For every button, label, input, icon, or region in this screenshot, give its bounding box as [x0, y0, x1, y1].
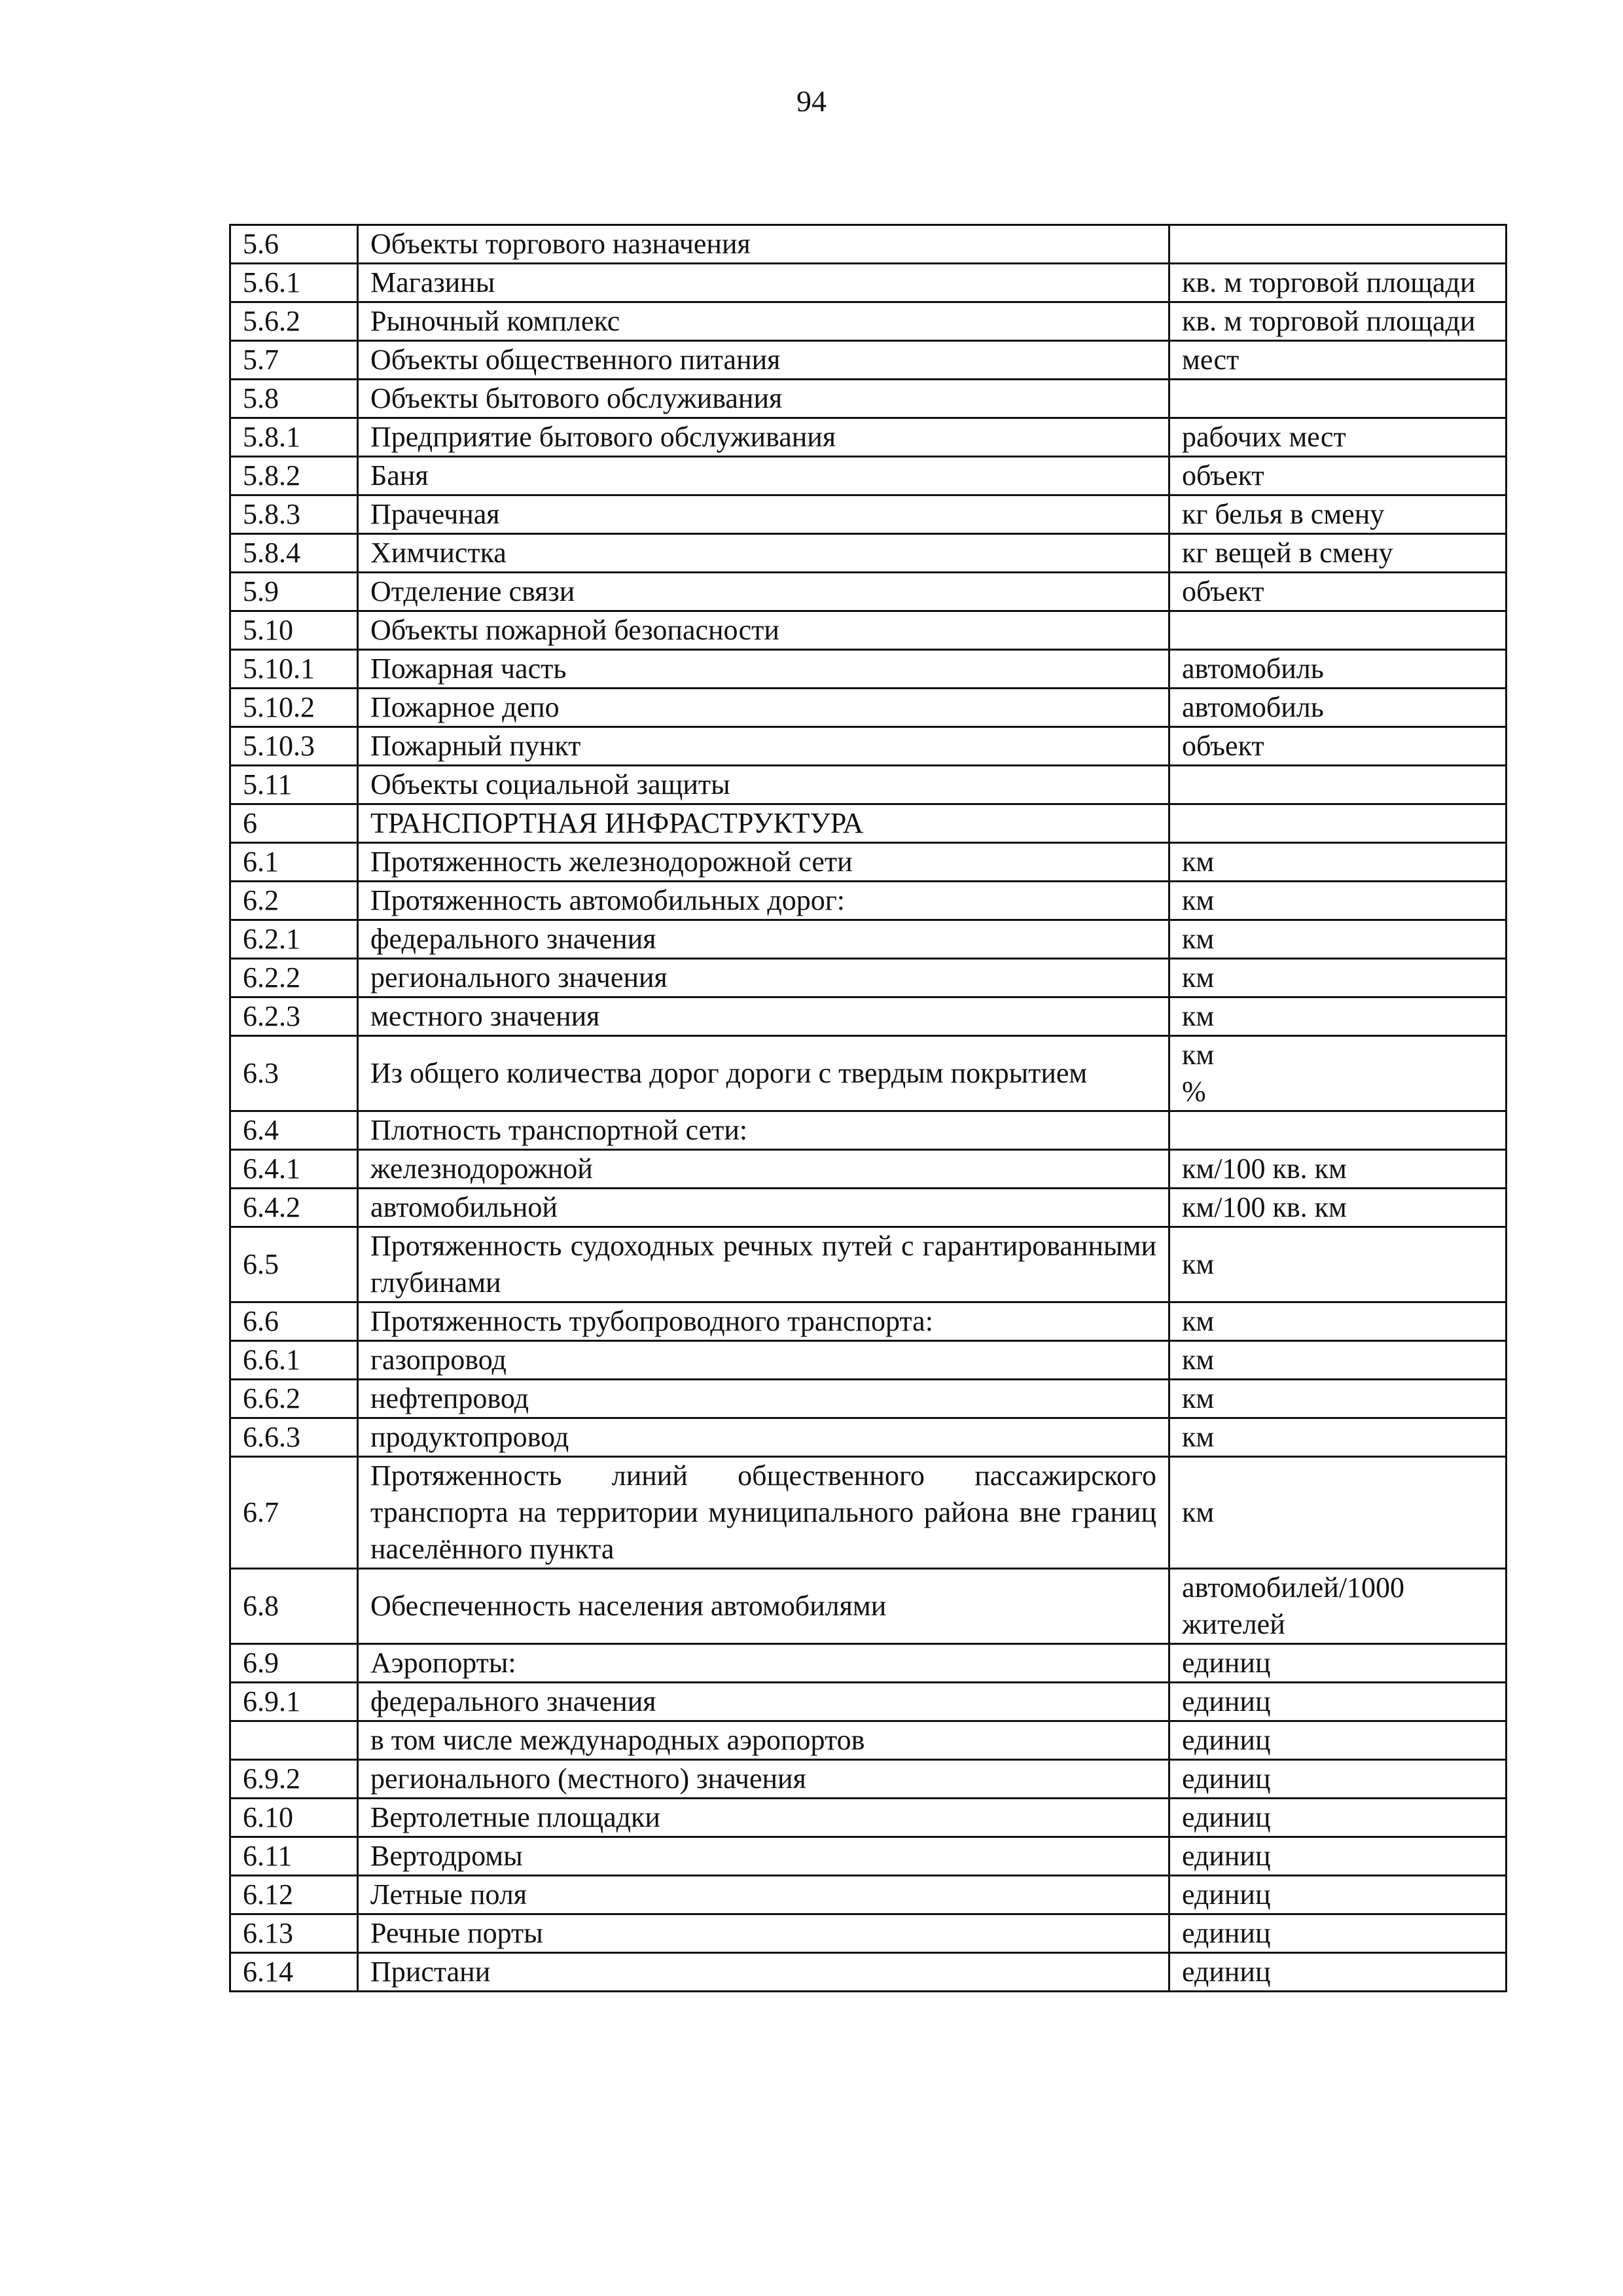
row-number: 6.6 [230, 1302, 358, 1341]
row-unit-primary: км [1182, 1039, 1215, 1071]
row-indicator: Протяженность линий общественного пассажирского транспорта на территории муниципального района вне границ населённого пункта [358, 1457, 1169, 1569]
row-unit-secondary: % [1182, 1075, 1206, 1107]
table-row [230, 997, 1507, 1036]
table-row [230, 1876, 1507, 1914]
row-number [230, 1721, 358, 1760]
row-unit: км [1169, 997, 1507, 1036]
row-number: 5.8.2 [230, 457, 358, 495]
row-indicator: Протяженность судоходных речных путей с гарантированными глубинами [358, 1227, 1169, 1302]
row-unit [1169, 611, 1507, 650]
row-unit: объект [1169, 573, 1507, 611]
table-row [230, 457, 1507, 495]
row-indicator: регионального значения [358, 959, 1169, 997]
row-number: 6.4 [230, 1111, 358, 1150]
row-unit: км [1169, 1227, 1507, 1302]
row-unit: мест [1169, 341, 1507, 380]
row-unit: единиц [1169, 1760, 1507, 1799]
row-indicator: нефтепровод [358, 1380, 1169, 1418]
row-unit: единиц [1169, 1953, 1507, 1992]
row-number: 6.9.2 [230, 1760, 358, 1799]
table-row [230, 534, 1507, 573]
row-number: 5.9 [230, 573, 358, 611]
row-unit: единиц [1169, 1837, 1507, 1876]
row-unit: рабочих мест [1169, 418, 1507, 457]
row-number: 6.2.1 [230, 920, 358, 959]
row-number: 6 [230, 804, 358, 843]
table-row [230, 727, 1507, 766]
table-row [230, 766, 1507, 804]
table-row [230, 495, 1507, 534]
row-indicator: газопровод [358, 1341, 1169, 1380]
row-unit: км/100 кв. км [1169, 1150, 1507, 1189]
table-row [230, 573, 1507, 611]
row-indicator: Обеспеченность населения автомобилями [358, 1569, 1169, 1644]
row-number: 6.7 [230, 1457, 358, 1569]
row-number: 5.6 [230, 225, 358, 264]
table-row [230, 611, 1507, 650]
row-indicator: Объекты социальной защиты [358, 766, 1169, 804]
table-row [230, 882, 1507, 920]
row-indicator: Пожарный пункт [358, 727, 1169, 766]
table-row [230, 1799, 1507, 1837]
table-row [230, 1227, 1507, 1302]
row-indicator: Пожарная часть [358, 650, 1169, 689]
row-number: 6.12 [230, 1876, 358, 1914]
row-number: 6.6.2 [230, 1380, 358, 1418]
row-unit [1169, 225, 1507, 264]
table-row [230, 1341, 1507, 1380]
row-unit: автомобилей/1000 жителей [1169, 1569, 1507, 1644]
row-indicator: Протяженность трубопроводного транспорта: [358, 1302, 1169, 1341]
table-row [230, 1569, 1507, 1644]
table-body [230, 225, 1507, 1992]
row-unit: кв. м торговой площади [1169, 264, 1507, 302]
table-row [230, 225, 1507, 264]
indicators-table [229, 224, 1507, 1992]
table-row [230, 1837, 1507, 1876]
row-unit: единиц [1169, 1644, 1507, 1683]
row-unit [1169, 804, 1507, 843]
row-indicator: Прачечная [358, 495, 1169, 534]
row-number: 5.11 [230, 766, 358, 804]
row-unit: кг вещей в смену [1169, 534, 1507, 573]
row-number: 5.8 [230, 380, 358, 418]
row-indicator: Пристани [358, 1953, 1169, 1992]
row-indicator: продуктопровод [358, 1418, 1169, 1457]
table-row [230, 959, 1507, 997]
row-number: 6.13 [230, 1914, 358, 1953]
row-indicator: Летные поля [358, 1876, 1169, 1914]
row-unit: км [1169, 1302, 1507, 1341]
row-unit: кв. м торговой площади [1169, 302, 1507, 341]
row-indicator: Объекты бытового обслуживания [358, 380, 1169, 418]
row-number: 6.1 [230, 843, 358, 882]
row-number: 5.7 [230, 341, 358, 380]
row-number: 6.9.1 [230, 1683, 358, 1721]
table-row [230, 341, 1507, 380]
row-number: 6.4.1 [230, 1150, 358, 1189]
row-number: 5.10.3 [230, 727, 358, 766]
row-number: 5.10.2 [230, 689, 358, 727]
row-number: 6.2 [230, 882, 358, 920]
row-number: 6.4.2 [230, 1189, 358, 1227]
table-row [230, 1380, 1507, 1418]
row-number: 5.8.1 [230, 418, 358, 457]
table-row [230, 1457, 1507, 1569]
row-indicator: Пожарное депо [358, 689, 1169, 727]
row-indicator: Объекты торгового назначения [358, 225, 1169, 264]
table-row [230, 1644, 1507, 1683]
table-row [230, 1111, 1507, 1150]
row-unit: единиц [1169, 1914, 1507, 1953]
row-indicator: ТРАНСПОРТНАЯ ИНФРАСТРУКТУРА [358, 804, 1169, 843]
row-indicator: Объекты пожарной безопасности [358, 611, 1169, 650]
row-indicator: автомобильной [358, 1189, 1169, 1227]
row-number: 5.8.4 [230, 534, 358, 573]
row-unit: объект [1169, 457, 1507, 495]
row-indicator: федерального значения [358, 920, 1169, 959]
row-number: 6.9 [230, 1644, 358, 1683]
row-unit [1169, 766, 1507, 804]
row-number: 5.8.3 [230, 495, 358, 534]
row-unit: км [1169, 1380, 1507, 1418]
row-indicator: Объекты общественного питания [358, 341, 1169, 380]
row-unit: объект [1169, 727, 1507, 766]
row-unit [1169, 1111, 1507, 1150]
table-row [230, 302, 1507, 341]
row-number: 5.10 [230, 611, 358, 650]
row-number: 6.8 [230, 1569, 358, 1644]
table-row [230, 1760, 1507, 1799]
row-indicator: Аэропорты: [358, 1644, 1169, 1683]
table-row [230, 1418, 1507, 1457]
row-indicator: Из общего количества дорог дороги с твердым покрытием [358, 1036, 1169, 1111]
row-unit: единиц [1169, 1799, 1507, 1837]
table-row [230, 264, 1507, 302]
row-number: 6.6.1 [230, 1341, 358, 1380]
row-number: 5.10.1 [230, 650, 358, 689]
table-row [230, 1914, 1507, 1953]
table-row [230, 1683, 1507, 1721]
table-row [230, 1150, 1507, 1189]
row-unit: км [1169, 959, 1507, 997]
table-row [230, 1721, 1507, 1760]
row-unit: кг белья в смену [1169, 495, 1507, 534]
row-indicator: Магазины [358, 264, 1169, 302]
row-number: 6.2.2 [230, 959, 358, 997]
table-row [230, 380, 1507, 418]
row-unit: единиц [1169, 1721, 1507, 1760]
page-number: 94 [796, 84, 827, 118]
row-number: 6.6.3 [230, 1418, 358, 1457]
row-number: 6.2.3 [230, 997, 358, 1036]
row-unit [1169, 380, 1507, 418]
row-indicator: Протяженность автомобильных дорог: [358, 882, 1169, 920]
row-unit: единиц [1169, 1876, 1507, 1914]
row-unit: автомобиль [1169, 689, 1507, 727]
row-unit: км [1169, 843, 1507, 882]
table-row [230, 418, 1507, 457]
row-indicator: Вертолетные площадки [358, 1799, 1169, 1837]
row-number: 5.6.2 [230, 302, 358, 341]
row-unit: км [1169, 1457, 1507, 1569]
table-row [230, 1189, 1507, 1227]
table-row [230, 1302, 1507, 1341]
row-number: 6.5 [230, 1227, 358, 1302]
row-indicator: регионального (местного) значения [358, 1760, 1169, 1799]
row-indicator: федерального значения [358, 1683, 1169, 1721]
row-unit: км/100 кв. км [1169, 1189, 1507, 1227]
row-indicator: в том числе международных аэропортов [358, 1721, 1169, 1760]
row-unit [1169, 1036, 1507, 1111]
row-unit: км [1169, 920, 1507, 959]
row-indicator: местного значения [358, 997, 1169, 1036]
row-number: 6.10 [230, 1799, 358, 1837]
row-number: 5.6.1 [230, 264, 358, 302]
row-number: 6.3 [230, 1036, 358, 1111]
row-unit: км [1169, 882, 1507, 920]
row-indicator: Речные порты [358, 1914, 1169, 1953]
table-row [230, 689, 1507, 727]
row-indicator: железнодорожной [358, 1150, 1169, 1189]
row-indicator: Химчистка [358, 534, 1169, 573]
row-indicator: Баня [358, 457, 1169, 495]
table-row [230, 1036, 1507, 1111]
row-unit: км [1169, 1341, 1507, 1380]
row-indicator: Протяженность железнодорожной сети [358, 843, 1169, 882]
row-number: 6.14 [230, 1953, 358, 1992]
table-row [230, 843, 1507, 882]
row-indicator: Рыночный комплекс [358, 302, 1169, 341]
table-row [230, 920, 1507, 959]
row-indicator: Предприятие бытового обслуживания [358, 418, 1169, 457]
row-unit: автомобиль [1169, 650, 1507, 689]
row-indicator: Отделение связи [358, 573, 1169, 611]
table-row [230, 650, 1507, 689]
table-row [230, 1953, 1507, 1992]
row-indicator: Плотность транспортной сети: [358, 1111, 1169, 1150]
row-unit: единиц [1169, 1683, 1507, 1721]
table-row [230, 804, 1507, 843]
row-unit: км [1169, 1418, 1507, 1457]
row-indicator: Вертодромы [358, 1837, 1169, 1876]
row-number: 6.11 [230, 1837, 358, 1876]
